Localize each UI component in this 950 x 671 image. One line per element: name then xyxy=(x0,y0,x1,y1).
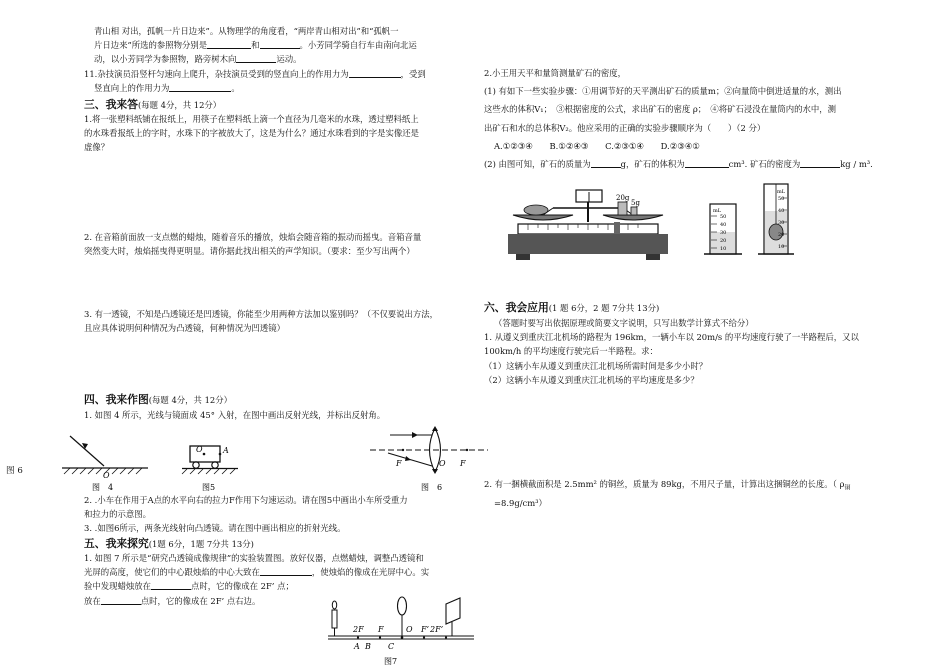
svg-text:40: 40 xyxy=(778,208,785,214)
cylinder2-unit: mL xyxy=(777,189,786,195)
fig7-point-c: C xyxy=(388,642,395,651)
q2-part2: (2) 由图可知，矿石的质量为 g，矿石的体积为 cm³. 矿石的密度为 kg / m³. xyxy=(484,159,873,170)
cylinder-water-ore xyxy=(758,184,794,254)
fig5-cart xyxy=(182,445,238,492)
s3-q1 xyxy=(84,112,462,155)
fig4-caption: 图 4 xyxy=(92,483,114,492)
s6-q1-sub1: （1）这辆小车从遵义到重庆江北机场所需时间是多少小时？ xyxy=(484,360,708,371)
s5-q1-line2: 光屏的高度，使它们的中心跟烛焰的中心大致在 ，使烛焰的像成在光屏中心。实 xyxy=(84,567,430,578)
q10-line1: 青山相 对出，孤帆一片日边来”。从物理学的角度看，“两岸青山相对出”和“孤帆一 xyxy=(94,26,399,36)
answer-blank[interactable] xyxy=(207,39,251,49)
section6-heading: 六、我会应用(1 题 6分，2 题 7分共 13分) xyxy=(484,301,660,314)
svg-text:20: 20 xyxy=(778,232,785,238)
fig7-2fprime-label: 2F’ xyxy=(430,625,444,634)
s3-q2 xyxy=(84,230,462,258)
fig7-caption: 图7 xyxy=(384,657,398,666)
volume-blank[interactable] xyxy=(685,158,729,168)
fig7-point-b: B xyxy=(365,642,371,651)
svg-text:10: 10 xyxy=(720,246,727,252)
fig5-caption: 图5 xyxy=(202,483,216,492)
fig7-f-label: F xyxy=(378,625,384,634)
section5-heading: 五、我来探究(1题 6分，1题 7分共 13分) xyxy=(84,537,254,550)
q10-line2: 片日边来”所选的参照物分别是 和 。小芳同学骑自行车由南向北运 xyxy=(94,40,417,51)
weight-5g-label: 5g xyxy=(631,199,640,207)
q2-title: 2.小王用天平和量筒测量矿石的密度， xyxy=(484,68,626,78)
s6-q2-line1: 2. 有一捆横截面积是 2.5mm² 的铜丝，质量为 89kg，不用尺子量，计算出这捆铜丝的长度。（ $\rho_铜$ xyxy=(484,479,851,492)
answer-blank[interactable] xyxy=(169,82,231,92)
s6-block xyxy=(484,316,884,387)
cylinder1-unit: mL xyxy=(713,208,722,214)
balance-scale xyxy=(508,190,668,260)
s4-q3: 3. .如图6所示，两条光线射向凸透镜。请在图中画出相应的折射光线。 xyxy=(84,523,346,534)
s6-q2-line2: =8.9g/cm³） xyxy=(494,497,547,508)
density-blank[interactable] xyxy=(800,158,840,168)
fig7-o-label: O xyxy=(406,625,413,634)
svg-text:50: 50 xyxy=(720,214,727,220)
fig6-lens xyxy=(370,426,488,492)
s5-q1-line3: 验中发现蜡烛放在 点时，它的像成在 2F’ 点； xyxy=(84,581,294,592)
svg-text:20: 20 xyxy=(720,238,727,244)
fig4-mirror xyxy=(62,436,148,492)
answer-blank[interactable] xyxy=(101,595,141,605)
fig6-focus-right: F xyxy=(460,459,466,468)
fig7-optical-bench xyxy=(328,584,474,670)
answer-blank[interactable] xyxy=(151,580,191,590)
s4-q1: 1. 如图 4 所示，光线与镜面成 45° 入射，在图中画出反射光线，并标出反射角。 xyxy=(84,410,386,420)
answer-blank[interactable] xyxy=(260,39,300,49)
fig7-point-a: A xyxy=(354,642,360,651)
svg-text:30: 30 xyxy=(720,230,727,236)
s3-q2-line1: 2. 在音箱前面放一支点燃的蜡烛，随着音乐的播放，烛焰会随音箱的振动而摇曳。音箱音量 xyxy=(84,232,422,242)
answer-blank[interactable] xyxy=(260,566,312,576)
s6-tip: （答题时要写出依据原理或简要文字说明，只写出数学计算式不给分） xyxy=(494,318,754,328)
s6-q1-line2: 100km/h 的平均速度行驶完后一半路程。求： xyxy=(484,346,658,357)
fig4-point-o: O xyxy=(103,471,110,480)
svg-text:10: 10 xyxy=(778,244,785,250)
fig7-fprime-label: F’ xyxy=(421,625,430,634)
answer-blank[interactable] xyxy=(349,68,401,78)
s6-q2 xyxy=(484,477,884,510)
s3-q1-line1: 1.将一张塑料纸铺在报纸上，用筷子在塑料纸上滴一个直径为几毫米的水珠，透过塑料纸上 xyxy=(84,114,419,124)
weight-20g-label: 20g xyxy=(616,194,630,202)
s4-q2-line2: 和拉力的示意图。 xyxy=(84,509,151,520)
section3-heading: 三、我来答(每题 4分，共 12分） xyxy=(84,98,222,111)
s5-q1-line4: 放在 点时，它的像成在 2F’ 点右边。 xyxy=(84,595,261,606)
balance-and-cylinders xyxy=(498,184,848,264)
q10-block xyxy=(84,24,462,95)
fig7-2f-label: 2F xyxy=(353,625,364,634)
fig6-focus-left: F xyxy=(396,459,402,468)
answer-blank[interactable] xyxy=(236,53,276,63)
s5-q1-line1: 1. 如图 7 所示是“研究凸透镜成像规律”的实验装置图。放好仪器，点燃蜡烛，调整凸透镜和 xyxy=(84,553,424,563)
s3-q1-line2: 的水珠看报纸上的字时，水珠下的字被放大了，这是为什么？通过水珠看到的字是实像还是 xyxy=(84,128,419,139)
q2-line3: 出矿石和水的总体积V₂。他应采用的正确的实验步骤顺序为（ ）（2 分） xyxy=(484,122,766,133)
s3-q2-line2: 突然变大时，烛焰摇曳得更明显。请你据此找出相关的声学知识。（要求：至少写出两个） xyxy=(84,246,415,257)
q10-line3: 动，以小芳同学为参照物，路旁树木向 运动。 xyxy=(94,54,302,65)
q2-line1: (1) 有如下一些实验步骤：①用调节好的天平测出矿石的质量m；②向量筒中倒进适量的水，测出 xyxy=(484,86,842,97)
q11-line2: 竖直向上的作用力为 。 xyxy=(94,82,240,93)
fig6-caption: 图 6 xyxy=(421,483,443,492)
q2-line2: 这些水的体积V₁； ③根据密度的公式，求出矿石的密度 ρ； ④将矿石浸没在量筒内的水中，测 xyxy=(484,104,836,115)
s3-q3 xyxy=(84,307,462,335)
q11-line1: 11.杂技演员沿竖杆匀速向上爬升，杂技演员受到的竖直向上的作用力为 ，受到 xyxy=(84,68,426,79)
svg-text:40: 40 xyxy=(720,222,727,228)
q2-block xyxy=(484,66,884,171)
s3-q1-line3: 虚像？ xyxy=(84,142,110,153)
svg-text:50: 50 xyxy=(778,196,785,202)
s3-q3-line1: 3. 有一透镜，不知是凸透镜还是凹透镜，你能至少用两种方法加以鉴别吗？（不仅要说出方法， xyxy=(84,309,439,319)
figures-4-5-6 xyxy=(70,426,466,494)
svg-text:30: 30 xyxy=(778,220,785,226)
stray-figure-label: 图 6 xyxy=(6,466,23,476)
fig6-center-o: O xyxy=(439,459,446,468)
s4-q2-line1: 2. .小车在作用于A点的水平向右的拉力F作用下匀速运动。请在图5中画出小车所受重力 xyxy=(84,495,408,505)
s4-q2-q3 xyxy=(84,493,462,536)
q2-options: A.①②③④ B.①②④③ C.②③①④ D.②③④① xyxy=(494,140,700,151)
mass-blank[interactable] xyxy=(591,158,621,168)
s3-q3-line2: 且应具体说明何种情况为凸透镜，何种情况为凹透镜） xyxy=(84,323,285,334)
section4-heading: 四、我来作图(每题 4分，共 12分） xyxy=(84,393,232,406)
s6-q1-line1: 1. 从遵义到重庆江北机场的路程为 196km，一辆小车以 20m/s 的平均速度行驶了一半路程后，又以 xyxy=(484,332,859,343)
fig5-point-a: A xyxy=(223,446,229,455)
fig5-point-o: O xyxy=(196,445,203,454)
s6-q1-sub2: （2）这辆小车从遵义到重庆江北机场的平均速度是多少？ xyxy=(484,374,699,385)
cylinder-water xyxy=(704,204,742,254)
